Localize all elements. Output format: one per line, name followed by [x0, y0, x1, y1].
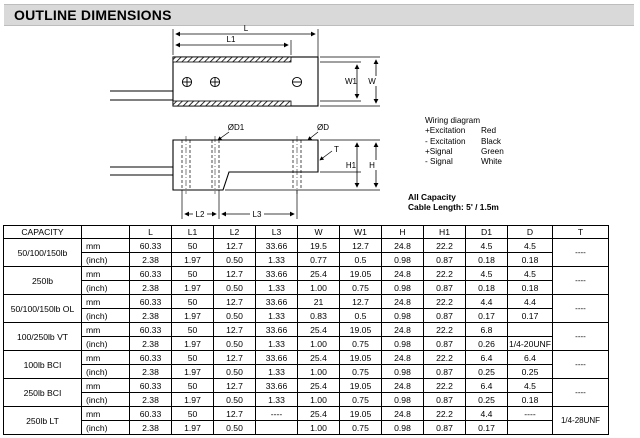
value-cell: 1.33	[256, 281, 298, 295]
value-cell: 25.4	[298, 379, 340, 393]
value-cell: 1.33	[256, 365, 298, 379]
value-cell: 33.66	[256, 351, 298, 365]
value-cell: 12.7	[214, 379, 256, 393]
dim-label-w: W	[368, 77, 376, 86]
table-row	[4, 393, 609, 407]
mounting-hole-icon	[182, 77, 191, 86]
value-cell: 0.87	[424, 337, 466, 351]
value-cell: 0.98	[382, 365, 424, 379]
table-row	[4, 351, 609, 365]
value-cell: 4.5	[466, 239, 508, 253]
value-cell: 1.00	[298, 421, 340, 435]
column-header: D	[508, 226, 553, 239]
value-cell: 24.8	[382, 379, 424, 393]
capacity-note-line: Cable Length: 5' / 1.5m	[408, 202, 499, 212]
value-cell: 22.2	[424, 239, 466, 253]
value-cell: 6.4	[466, 351, 508, 365]
value-cell: 33.66	[256, 323, 298, 337]
table-row	[4, 281, 609, 295]
wiring-row: - Excitation Black	[425, 136, 502, 146]
thread-cell: ----	[553, 323, 609, 351]
dim-label-l1: L1	[226, 35, 236, 44]
unit-cell: mm	[82, 323, 130, 337]
value-cell: 12.7	[214, 239, 256, 253]
value-cell: 50	[172, 267, 214, 281]
value-cell: 2.38	[130, 393, 172, 407]
side-view	[110, 123, 380, 219]
value-cell: 4.5	[508, 379, 553, 393]
column-header: L3	[256, 226, 298, 239]
dim-label-l2: L2	[195, 210, 205, 219]
value-cell: 0.50	[214, 281, 256, 295]
value-cell: 24.8	[382, 239, 424, 253]
value-cell: 4.5	[508, 267, 553, 281]
value-cell: 0.87	[424, 309, 466, 323]
dim-label-t: T	[334, 145, 339, 154]
value-cell: 0.50	[214, 253, 256, 267]
unit-cell: mm	[82, 267, 130, 281]
value-cell: 6.4	[466, 379, 508, 393]
value-cell: 33.66	[256, 295, 298, 309]
section-title: OUTLINE DIMENSIONS	[14, 7, 172, 23]
value-cell: 1.97	[172, 281, 214, 295]
value-cell: 1.00	[298, 393, 340, 407]
value-cell: 25.4	[298, 267, 340, 281]
value-cell: 22.2	[424, 267, 466, 281]
value-cell: 0.50	[214, 421, 256, 435]
value-cell: ----	[508, 407, 553, 421]
value-cell: 0.18	[508, 281, 553, 295]
value-cell: 12.7	[214, 295, 256, 309]
value-cell: 1.97	[172, 421, 214, 435]
value-cell: 0.18	[508, 253, 553, 267]
value-cell: 0.98	[382, 281, 424, 295]
value-cell: 24.8	[382, 267, 424, 281]
value-cell: 1.97	[172, 365, 214, 379]
table-row	[4, 267, 609, 281]
value-cell: 1.97	[172, 393, 214, 407]
wiring-row: +Excitation Red	[425, 126, 497, 136]
value-cell: 24.8	[382, 295, 424, 309]
value-cell: 60.33	[130, 295, 172, 309]
wiring-row: +Signal Green	[425, 146, 504, 156]
value-cell: 50	[172, 323, 214, 337]
capacity-cell: 250lb	[4, 267, 82, 295]
value-cell: 0.75	[340, 393, 382, 407]
column-header: L2	[214, 226, 256, 239]
value-cell: 1.97	[172, 253, 214, 267]
value-cell: 0.25	[466, 393, 508, 407]
mounting-hole-icon	[210, 77, 219, 86]
value-cell: 4.5	[466, 267, 508, 281]
value-cell: 60.33	[130, 351, 172, 365]
value-cell: 0.98	[382, 337, 424, 351]
value-cell: 0.26	[466, 337, 508, 351]
column-header: W1	[340, 226, 382, 239]
dim-label-d1: ØD1	[227, 123, 245, 132]
value-cell: ----	[256, 407, 298, 421]
value-cell: 24.8	[382, 323, 424, 337]
unit-cell: mm	[82, 351, 130, 365]
value-cell: 19.05	[340, 323, 382, 337]
value-cell: 0.87	[424, 281, 466, 295]
dimensions-table	[3, 225, 609, 435]
value-cell: 0.75	[340, 365, 382, 379]
unit-cell: (inch)	[82, 421, 130, 435]
value-cell: 0.18	[466, 253, 508, 267]
column-header	[82, 226, 130, 239]
unit-cell: mm	[82, 379, 130, 393]
capacity-cell: 250lb LT	[4, 407, 82, 435]
thread-cell: ----	[553, 379, 609, 407]
value-cell: 2.38	[130, 253, 172, 267]
dim-label-d: ØD	[317, 123, 329, 132]
unit-cell: mm	[82, 407, 130, 421]
value-cell: 0.5	[340, 309, 382, 323]
dim-label-w1: W1	[345, 77, 357, 86]
unit-cell: mm	[82, 239, 130, 253]
value-cell: 50	[172, 379, 214, 393]
wiring-row: - Signal White	[425, 157, 502, 167]
value-cell: 2.38	[130, 421, 172, 435]
unit-cell: (inch)	[82, 309, 130, 323]
value-cell: 12.7	[340, 239, 382, 253]
thread-cell: ----	[553, 351, 609, 379]
value-cell: 0.77	[298, 253, 340, 267]
value-cell: 50	[172, 295, 214, 309]
unit-cell: mm	[82, 295, 130, 309]
value-cell: 0.98	[382, 421, 424, 435]
value-cell: 19.05	[340, 379, 382, 393]
capacity-note-line: All Capacity	[408, 192, 456, 202]
value-cell: 60.33	[130, 239, 172, 253]
value-cell: 19.5	[298, 239, 340, 253]
value-cell: 1.00	[298, 365, 340, 379]
value-cell: 12.7	[340, 295, 382, 309]
table-row	[4, 365, 609, 379]
column-header: D1	[466, 226, 508, 239]
thread-cell: ----	[553, 239, 609, 267]
capacity-cell: 100lb BCI	[4, 351, 82, 379]
value-cell: 24.8	[382, 351, 424, 365]
value-cell: 25.4	[298, 407, 340, 421]
dim-label-h: H	[369, 161, 375, 170]
value-cell: 0.5	[340, 253, 382, 267]
thread-cell: ----	[553, 295, 609, 323]
value-cell: 19.05	[340, 407, 382, 421]
value-cell	[508, 323, 553, 337]
value-cell: 0.98	[382, 393, 424, 407]
value-cell: 60.33	[130, 323, 172, 337]
value-cell: 12.7	[214, 351, 256, 365]
value-cell: 4.4	[466, 407, 508, 421]
value-cell: 0.98	[382, 253, 424, 267]
column-header: CAPACITY	[4, 226, 82, 239]
value-cell: 1.97	[172, 337, 214, 351]
column-header: H1	[424, 226, 466, 239]
value-cell: 2.38	[130, 337, 172, 351]
column-header: H	[382, 226, 424, 239]
value-cell: 50	[172, 407, 214, 421]
value-cell: 0.75	[340, 421, 382, 435]
value-cell: 0.17	[508, 309, 553, 323]
value-cell: 0.50	[214, 393, 256, 407]
value-cell: 0.50	[214, 309, 256, 323]
table-row	[4, 379, 609, 393]
value-cell: 0.87	[424, 393, 466, 407]
value-cell: 0.25	[466, 365, 508, 379]
unit-cell: (inch)	[82, 253, 130, 267]
capacity-cell: 50/100/150lb OL	[4, 295, 82, 323]
table-row	[4, 295, 609, 309]
unit-cell: (inch)	[82, 365, 130, 379]
value-cell: 2.38	[130, 309, 172, 323]
capacity-note	[408, 192, 499, 212]
value-cell: 12.7	[214, 267, 256, 281]
value-cell: 19.05	[340, 267, 382, 281]
value-cell: 0.98	[382, 309, 424, 323]
column-header: L1	[172, 226, 214, 239]
value-cell: 25.4	[298, 323, 340, 337]
value-cell: 12.7	[214, 407, 256, 421]
value-cell: 33.66	[256, 379, 298, 393]
table-row	[4, 407, 609, 421]
value-cell: 50	[172, 239, 214, 253]
value-cell: 0.50	[214, 337, 256, 351]
table-row	[4, 309, 609, 323]
table-row	[4, 323, 609, 337]
value-cell: 22.2	[424, 407, 466, 421]
value-cell: 1/4-20UNF	[508, 338, 552, 349]
value-cell: 1.33	[256, 253, 298, 267]
table-header-row	[4, 226, 609, 239]
value-cell: 1.33	[256, 309, 298, 323]
value-cell: 1.33	[256, 393, 298, 407]
value-cell: 21	[298, 295, 340, 309]
value-cell: 1.00	[298, 281, 340, 295]
table-row	[4, 253, 609, 267]
value-cell: 33.66	[256, 267, 298, 281]
value-cell: 4.4	[466, 295, 508, 309]
value-cell: 22.2	[424, 379, 466, 393]
thread-cell: 1/4-28UNF	[553, 407, 609, 435]
capacity-cell: 100/250lb VT	[4, 323, 82, 351]
value-cell: 4.5	[508, 239, 553, 253]
value-cell: 19.05	[340, 351, 382, 365]
value-cell: 33.66	[256, 239, 298, 253]
value-cell: 0.87	[424, 421, 466, 435]
capacity-cell: 50/100/150lb	[4, 239, 82, 267]
value-cell: 0.18	[508, 393, 553, 407]
value-cell: 60.33	[130, 267, 172, 281]
top-view	[110, 24, 380, 106]
dim-label-h1: H1	[345, 161, 357, 170]
value-cell	[256, 421, 298, 435]
wiring-diagram	[425, 116, 504, 167]
value-cell: 6.4	[508, 351, 553, 365]
value-cell: 0.25	[508, 365, 553, 379]
value-cell: 50	[172, 351, 214, 365]
value-cell: 4.4	[508, 295, 553, 309]
value-cell: 1.00	[298, 337, 340, 351]
value-cell: 2.38	[130, 365, 172, 379]
value-cell: 0.87	[424, 253, 466, 267]
table-row	[4, 337, 609, 351]
value-cell: 24.8	[382, 407, 424, 421]
table-row	[4, 421, 609, 435]
value-cell: 22.2	[424, 351, 466, 365]
value-cell: 0.18	[466, 281, 508, 295]
column-header: L	[130, 226, 172, 239]
unit-cell: (inch)	[82, 337, 130, 351]
value-cell: 1.33	[256, 337, 298, 351]
value-cell: 12.7	[214, 323, 256, 337]
unit-cell: (inch)	[82, 393, 130, 407]
value-cell: 0.87	[424, 365, 466, 379]
dim-label-l3: L3	[252, 210, 262, 219]
value-cell: 25.4	[298, 351, 340, 365]
value-cell: 0.75	[340, 281, 382, 295]
value-cell: 6.8	[466, 323, 508, 337]
value-cell: 0.17	[466, 309, 508, 323]
value-cell: 0.83	[298, 309, 340, 323]
column-header: T	[553, 226, 609, 239]
value-cell: 60.33	[130, 379, 172, 393]
dim-label-l: L	[243, 24, 249, 33]
value-cell: 1.97	[172, 309, 214, 323]
value-cell: 22.2	[424, 295, 466, 309]
value-cell: 0.50	[214, 365, 256, 379]
thread-cell: ----	[553, 267, 609, 295]
table-row	[4, 239, 609, 253]
column-header: W	[298, 226, 340, 239]
value-cell: 2.38	[130, 281, 172, 295]
value-cell: 60.33	[130, 407, 172, 421]
capacity-cell: 250lb BCI	[4, 379, 82, 407]
value-cell: 0.75	[340, 337, 382, 351]
wiring-title: Wiring diagram	[425, 116, 481, 125]
unit-cell: (inch)	[82, 281, 130, 295]
load-hole-icon	[292, 77, 301, 86]
value-cell	[508, 421, 553, 435]
value-cell: 0.17	[466, 421, 508, 435]
value-cell: 22.2	[424, 323, 466, 337]
